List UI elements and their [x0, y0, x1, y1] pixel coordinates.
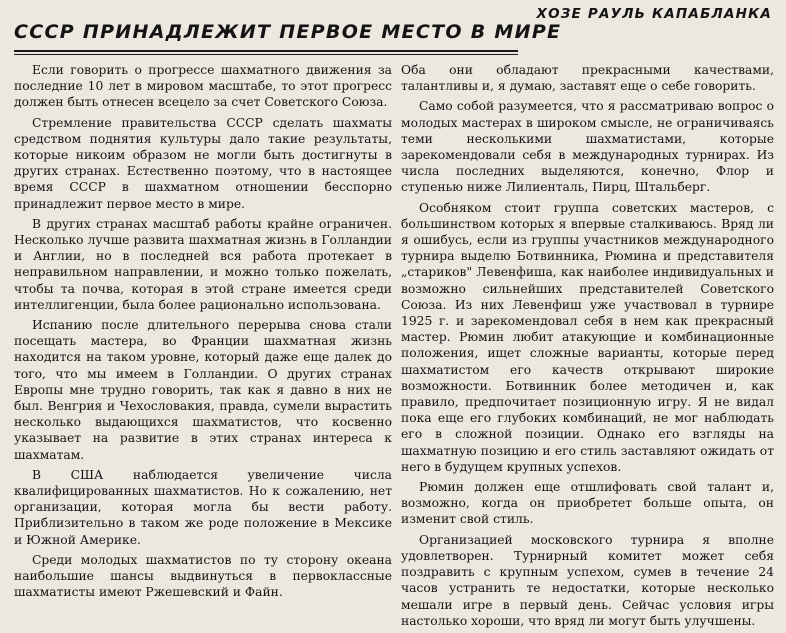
- paragraph: Испанию после длительного перерыва снова стали посещать мастера, во Франции шахматная жизнь находится на таком уровне, который даже еще далек до того, что мы имеем в Голландии. О других странах Европы мне трудно говорить, так как я давно в них не был. Венгрия и Чехословакия, правда, сумели вырастить несколько выдающихся шахматистов, что косвенно указывает на развитие в этих странах интереса к шахматам.: [14, 318, 392, 462]
- paragraph: В других странах масштаб работы крайне ограничен. Несколько лучше развита шахматная жизнь в Голландии и Англии, но в последней вся работа протекает в неправильном направлении, и можно только пожелать, чтобы та почва, которая в этой стране имеется среди интеллигенции, была более рационально использована.: [14, 216, 392, 312]
- left-column: [14, 62, 392, 605]
- title-underline: [14, 50, 518, 52]
- paragraph: В США наблюдается увеличение числа квалифицированных шахматистов. Но к сожалению, нет организации, которая могла бы вести работу. Приблизительно в таком же роде положение в Мексике и Южной Америке.: [14, 467, 392, 547]
- paragraph: Само собой разумеется, что я рассматриваю вопрос о молодых мастерах в широком смысле, не ограничиваясь теми несколькими шахматистами, которые зарекомендовали себя в международных турнирах. Из числа последних выделяются, конечно, Флор и ступенью ниже Лилиенталь, Пирц, Штальберг.: [401, 99, 774, 195]
- right-column: [401, 62, 774, 633]
- author-name: ХОЗЕ РАУЛЬ КАПАБЛАНКА: [536, 6, 772, 22]
- title-underline-thin: [14, 54, 518, 55]
- paragraph: Если говорить о прогрессе шахматного движения за последние 10 лет в мировом масштабе, то этот прогресс должен быть отнесен всецело за счет Советского Союза.: [14, 63, 392, 110]
- paragraph: Организацией московского турнира я вполне удовлетворен. Турнирный комитет может себя поздравить с крупным успехом, сумев в течение 24 часов устранить те недостатки, которые несколько мешали игре в первый день. Сейчас условия игры настолько хороши, что вряд ли могут быть улучшены.: [401, 532, 774, 628]
- paragraph: Особняком стоит группа советских мастеров, с большинством которых я впервые сталкиваюсь. Вряд ли я ошибусь, если из группы участников международного турнира выделю Ботвинника, Рюмина и представителя „стариков" Левенфиша, как наиболее индивидуальных и возможно сильнейших представителей Советского Союза. Из них Левенфиш уже участвовал в турнире 1925 г. и зарекомендовал себя в нем как прекрасный мастер. Рюмин любит атакующие и комбинационные положения, ищет сложные варианты, которые перед шахматистом его качеств открывают широкие возможности. Ботвинник более методичен и, как правило, предпочитает позиционную игру. Я не видал пока еще его глубоких комбинаций, не мог наблюдать его в сложной позиции. Однако его взгляды на шахматную позицию и его стиль заставляют ожидать от него в будущем крупных успехов.: [401, 200, 774, 474]
- paragraph: Стремление правительства СССР сделать шахматы средством поднятия культуры дало такие результаты, которые никоим образом не могли быть достигнуты в других странах. Естественно поэтому, что в настоящее время СССР в шахматном отношении бесспорно принадлежит первое место в мире.: [14, 115, 392, 211]
- article-title: СССР ПРИНАДЛЕЖИТ ПЕРВОЕ МЕСТО В МИРЕ: [14, 21, 562, 43]
- paragraph: Среди молодых шахматистов по ту сторону океана наибольшие шансы выдвинуться в первоклассные шахматисты имеют Ржешевский и Файн.: [14, 552, 392, 600]
- paragraph: Рюмин должен еще отшлифовать свой талант и, возможно, когда он приобретет больше опыта, он изменит свой стиль.: [401, 480, 774, 527]
- paragraph: Оба они обладают прекрасными качествами, талантливы и, я думаю, заставят еще о себе говорить.: [401, 63, 774, 94]
